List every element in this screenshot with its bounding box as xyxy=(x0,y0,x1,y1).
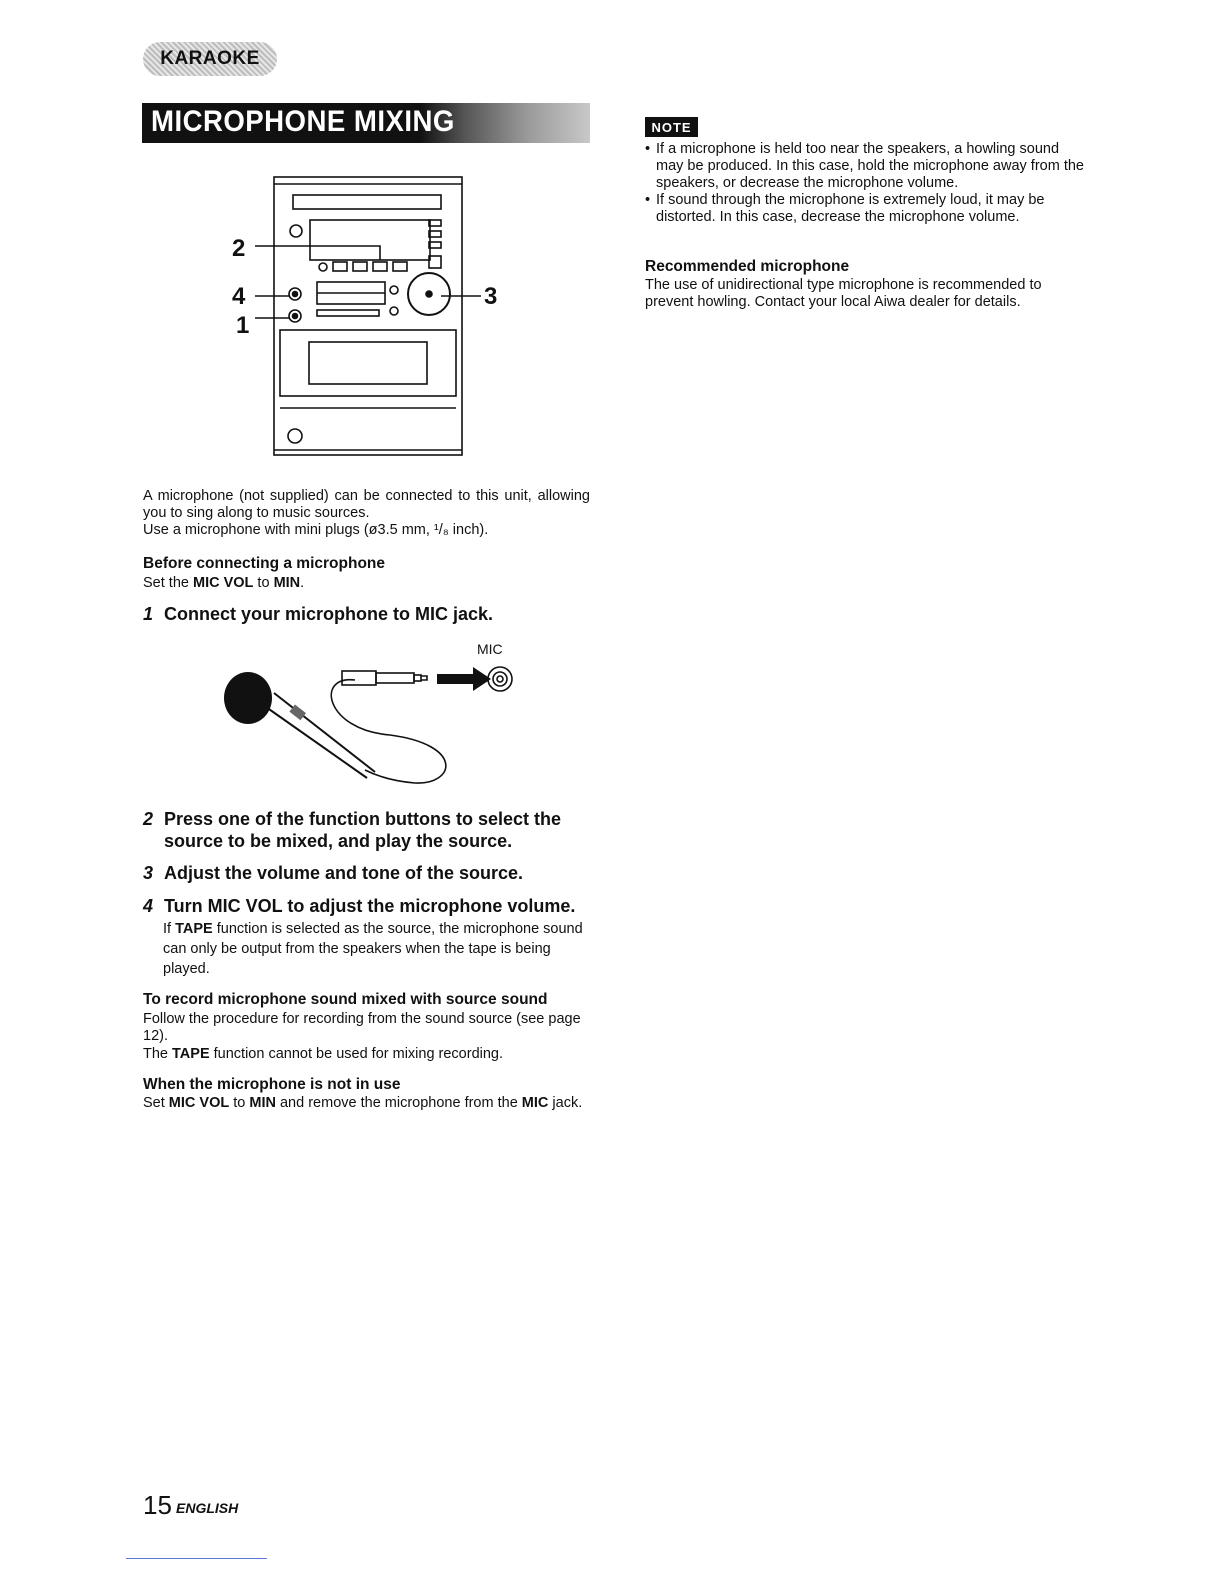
callout-1: 1 xyxy=(236,312,250,339)
niu-3: and remove the microphone from the xyxy=(275,1095,522,1111)
step-4-text: Turn MIC VOL to adjust the microphone volume. xyxy=(164,896,576,916)
mic-jack-label: MIC xyxy=(477,641,503,657)
callout-4: 4 xyxy=(232,283,246,310)
mini-plug-body xyxy=(342,671,376,685)
step-4-detail-2: function is selected as the source, the microphone sound can only be output from the speakers when the tape is being played. xyxy=(163,921,583,977)
display-window xyxy=(310,220,430,260)
step-4-detail xyxy=(163,919,589,979)
intro-paragraph xyxy=(143,488,590,539)
headphone-jack xyxy=(288,429,302,443)
step-4 xyxy=(143,895,603,919)
page-title-bar xyxy=(142,103,590,143)
step-4-detail-1: If xyxy=(163,921,176,937)
mic-cable xyxy=(331,680,445,783)
before-heading: Before connecting a microphone xyxy=(143,555,386,572)
record-line-1: Follow the procedure for recording from the sound source (see page 12). xyxy=(143,1011,581,1044)
arrow-right-icon xyxy=(437,667,491,691)
cassette-deck xyxy=(280,330,456,396)
record-line-2b: function cannot be used for mixing recording. xyxy=(209,1046,504,1062)
note-list xyxy=(645,141,1089,226)
step-2-text: Press one of the function buttons to select the source to be mixed, and play the source. xyxy=(164,809,562,851)
function-button xyxy=(333,262,347,271)
before-text xyxy=(143,575,304,592)
before-text-3: . xyxy=(300,575,305,591)
recommended-heading: Recommended microphone xyxy=(645,258,850,275)
note-label: NOTE xyxy=(651,119,692,135)
record-heading: To record microphone sound mixed with source sound xyxy=(143,991,548,1008)
mic-jack-icon xyxy=(488,667,512,691)
before-mic-vol: MIC VOL xyxy=(192,575,254,591)
step-1 xyxy=(143,603,593,627)
function-button xyxy=(393,262,407,271)
note-item-1: • If a microphone is held too near the speakers, a howling sound may be produced. In this case, hold the microphone away from the speakers, or decrease the microphone volume. xyxy=(645,141,1089,192)
mic-handle-bottom xyxy=(266,707,367,778)
page-number: 15 xyxy=(143,1490,172,1520)
record-tape: TAPE xyxy=(172,1046,210,1062)
niu-min: MIN xyxy=(249,1095,276,1111)
niu-2: to xyxy=(229,1095,250,1111)
function-button xyxy=(373,262,387,271)
microphone-figure xyxy=(215,635,525,795)
intro-line-1: A microphone (not supplied) can be connected to this unit, allowing you to sing along to music sources. xyxy=(143,488,590,521)
footer-rule xyxy=(126,1558,267,1559)
niu-mic: MIC xyxy=(521,1095,549,1111)
mic-head xyxy=(224,672,272,724)
note-badge xyxy=(645,117,698,137)
step-4-number: 4 xyxy=(143,896,154,916)
step-4-tape: TAPE xyxy=(175,921,213,937)
intro-line-2: Use a microphone with mini plugs (ø3.5 mm, ¹/₈ inch). xyxy=(143,522,489,538)
before-text-2: to xyxy=(253,575,274,591)
function-button xyxy=(353,262,367,271)
callout-2: 2 xyxy=(232,235,246,262)
not-in-use-heading: When the microphone is not in use xyxy=(143,1076,401,1093)
karaoke-badge-label: KARAOKE xyxy=(160,48,260,69)
step-2 xyxy=(143,808,603,854)
page-title: MICROPHONE MIXING xyxy=(151,105,455,138)
record-line-2a: The xyxy=(143,1046,173,1062)
niu-1: Set xyxy=(143,1095,169,1111)
niu-4: jack. xyxy=(548,1095,583,1111)
karaoke-badge xyxy=(143,42,277,76)
not-in-use-text xyxy=(143,1095,590,1112)
record-line-2 xyxy=(143,1046,590,1063)
footer-language: ENGLISH xyxy=(176,1500,239,1516)
before-text-1: Set the xyxy=(143,575,193,591)
before-min: MIN xyxy=(273,575,301,591)
mic-handle-top xyxy=(274,693,375,772)
stereo-unit-figure xyxy=(225,170,515,460)
step-1-text: Connect your microphone to MIC jack. xyxy=(164,604,494,624)
power-button xyxy=(290,225,302,237)
callout-3: 3 xyxy=(484,283,498,310)
niu-mic-vol: MIC VOL xyxy=(168,1095,230,1111)
step-3-text: Adjust the volume and tone of the source. xyxy=(164,863,524,883)
cd-tray xyxy=(293,195,441,209)
recommended-text: The use of unidirectional type microphone is recommended to prevent howling. Contact your local Aiwa dealer for details. xyxy=(645,277,1042,310)
step-2-number: 2 xyxy=(143,809,154,829)
note-item-2: • If sound through the microphone is extremely loud, it may be distorted. In this case, decrease the microphone volume. xyxy=(645,192,1089,226)
step-3-number: 3 xyxy=(143,863,154,883)
step-3 xyxy=(143,862,593,886)
step-1-number: 1 xyxy=(143,604,154,624)
